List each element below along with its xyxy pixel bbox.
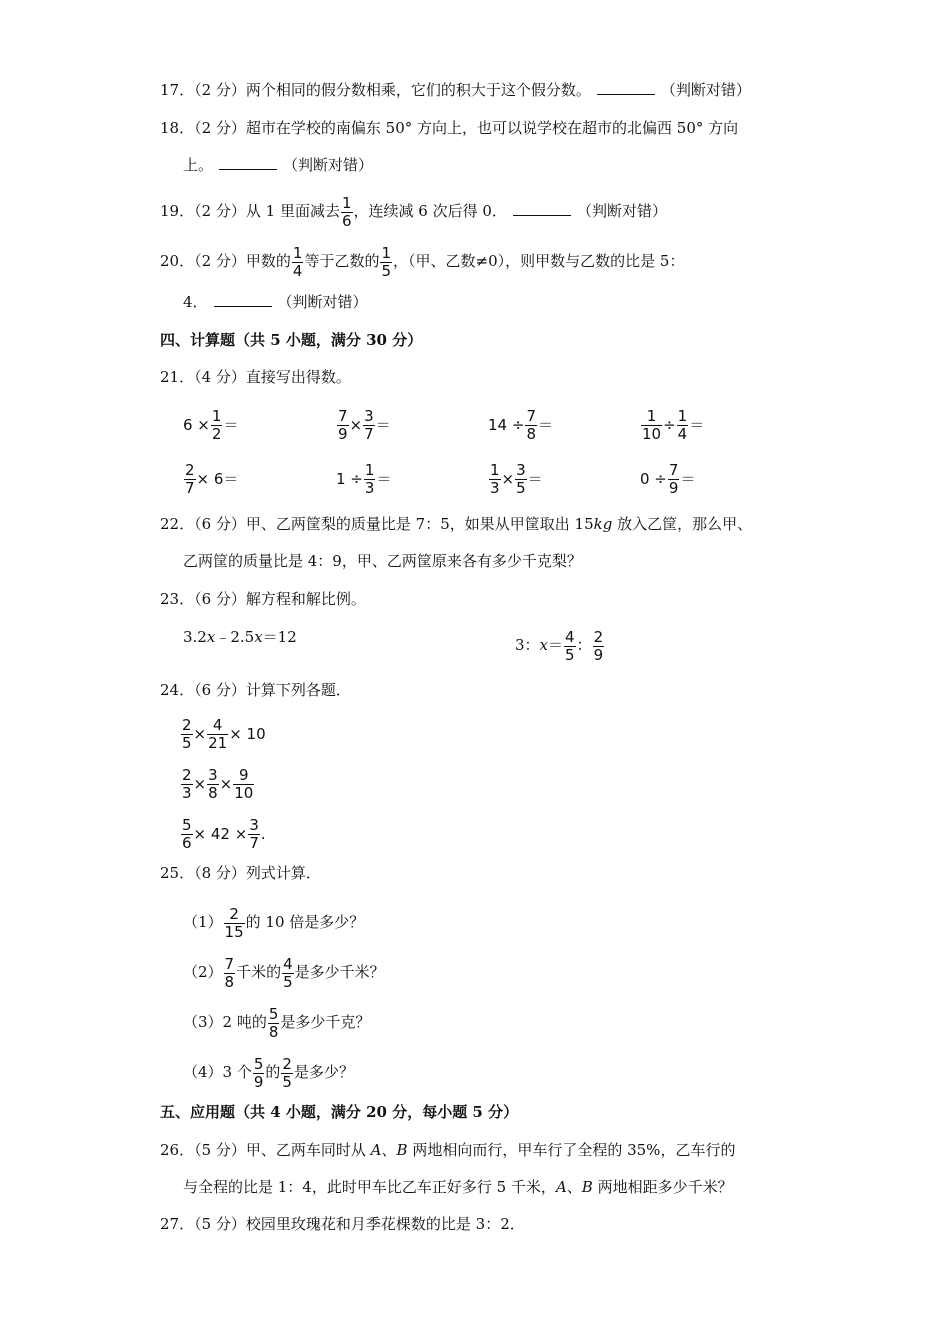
expr-1: 6 × $\frac{1}{2}$ ＝ <box>183 407 239 443</box>
q25-part-2: （2） $\frac{7}{8}$ 千米的 $\frac{4}{5}$ 是多少千米？ <box>183 954 385 991</box>
fraction: $\frac{5}{9}$ <box>253 1054 264 1091</box>
question-18 <box>160 118 738 138</box>
question-26: 26．（5 分）甲、乙两车同时从 A、B 两地相向而行，甲车行了全程的 35%，乙车行的 <box>160 1141 736 1159</box>
fraction: $\frac{2}{5}$ <box>282 1054 292 1091</box>
fraction: $\frac{7}{8}$ <box>224 954 235 991</box>
fraction: $\frac{4}{21}$ <box>208 716 228 752</box>
fraction: $\frac{5}{8}$ <box>268 1004 279 1041</box>
question-20-cont: 4． （判断对错） <box>183 293 368 311</box>
fraction: $\frac{9}{10}$ <box>234 766 254 802</box>
fraction: $\frac{3}{7}$ <box>364 407 374 443</box>
q18-line2: 上。 <box>183 156 214 174</box>
fraction: $\frac{1}{3}$ <box>364 461 375 497</box>
fraction: $\frac{1}{3}$ <box>490 461 500 497</box>
answer-blank[interactable] <box>214 292 272 307</box>
fraction: $\frac{3}{5}$ <box>516 461 526 497</box>
fraction: $\frac{1}{5}$ <box>381 243 392 280</box>
judge-hint: （判断对错） <box>283 156 374 174</box>
expr-3: 14 ÷ $\frac{7}{8}$ ＝ <box>488 407 553 443</box>
equation-1: 3.2x﹣2.5x＝12 <box>183 628 297 646</box>
fraction: $\frac{1}{2}$ <box>211 407 222 443</box>
fraction: $\frac{4}{5}$ <box>283 954 293 991</box>
question-19: 19．（2 分）从 1 里面减去 $\frac{1}{6}$ ，连续减 6 次后得 0． （判断对错） <box>160 193 667 230</box>
answer-blank[interactable] <box>597 80 655 95</box>
judge-hint: （判断对错） <box>576 202 667 220</box>
fraction: $\frac{2}{15}$ <box>224 904 244 941</box>
question-26-cont: 与全程的比是 1：4，此时甲车比乙车正好多行 5 千米，A、B 两地相距多少千米？ <box>183 1178 733 1196</box>
fraction: $\frac{7}{9}$ <box>668 461 679 497</box>
fraction: $\frac{2}{7}$ <box>185 461 195 497</box>
expr-5: $\frac{2}{7}$ × 6＝ <box>185 461 239 497</box>
fraction: $\frac{2}{9}$ <box>593 627 604 664</box>
calc-row-2: $\frac{2}{3}$ × $\frac{3}{8}$ × $\frac{9}{10}$ <box>182 766 254 802</box>
judge-hint: （判断对错） <box>277 293 368 311</box>
judge-hint: （判断对错） <box>660 81 751 99</box>
fraction: $\frac{1}{10}$ <box>642 407 662 443</box>
question-22: 22．（6 分）甲、乙两筐梨的质量比是 7：5，如果从甲筐取出 15kg 放入乙筐，那么甲、 <box>160 515 753 533</box>
fraction: $\frac{1}{6}$ <box>341 193 352 230</box>
fraction: $\frac{5}{6}$ <box>182 816 192 852</box>
fraction: $\frac{7}{8}$ <box>526 407 536 443</box>
expr-6: 1 ÷ $\frac{1}{3}$ ＝ <box>336 461 392 497</box>
q18-line1: 18．（2 分）超市在学校的南偏东 50° 方向上，也可以说学校在超市的北偏西 50° 方向 <box>160 119 739 137</box>
fraction: $\frac{4}{5}$ <box>565 627 575 664</box>
expr-2: $\frac{7}{9}$ × $\frac{3}{7}$ ＝ <box>338 407 391 443</box>
section-heading-4: 四、计算题（共 5 小题，满分 30 分） <box>160 331 423 349</box>
question-17 <box>160 80 751 100</box>
q17-text: 17．（2 分）两个相同的假分数相乘，它们的积大于这个假分数。 <box>160 81 591 99</box>
question-20: 20．（2 分）甲数的 $\frac{1}{4}$ 等于乙数的 $\frac{1}{5}$ ，（甲、乙数≠0），则甲数与乙数的比是 5： <box>160 243 685 280</box>
question-24: 24．（6 分）计算下列各题． <box>160 681 351 699</box>
question-23: 23．（6 分）解方程和解比例。 <box>160 590 366 608</box>
calc-row-3: $\frac{5}{6}$ × 42 × $\frac{3}{7}$ . <box>182 816 266 852</box>
fraction: $\frac{2}{3}$ <box>182 766 192 802</box>
q25-part-4: （4）3 个 $\frac{5}{9}$ 的 $\frac{2}{5}$ 是多少？ <box>183 1054 354 1091</box>
question-18-cont <box>183 155 373 175</box>
proportion-equation: 3：x＝ $\frac{4}{5}$ ： $\frac{2}{9}$ <box>515 627 604 664</box>
expr-4: $\frac{1}{10}$ ÷ $\frac{1}{4}$ ＝ <box>642 407 705 443</box>
answer-blank[interactable] <box>513 201 571 216</box>
fraction: $\frac{1}{4}$ <box>292 243 303 280</box>
answer-blank[interactable] <box>219 155 277 170</box>
section-heading-5: 五、应用题（共 4 小题，满分 20 分，每小题 5 分） <box>160 1103 519 1121</box>
fraction: $\frac{3}{7}$ <box>249 816 259 852</box>
fraction: $\frac{2}{5}$ <box>182 716 192 752</box>
calc-row-1: $\frac{2}{5}$ × $\frac{4}{21}$ × 10 <box>182 716 266 752</box>
fraction: $\frac{3}{8}$ <box>208 766 218 802</box>
question-22-cont: 乙两筐的质量比是 4：9，甲、乙两筐原来各有多少千克梨？ <box>183 552 582 570</box>
q25-part-3: （3）2 吨的 $\frac{5}{8}$ 是多少千克？ <box>183 1004 371 1041</box>
question-25: 25．（8 分）列式计算． <box>160 864 321 882</box>
question-27: 27．（5 分）校园里玫瑰花和月季花棵数的比是 3：2． <box>160 1215 525 1233</box>
fraction: $\frac{7}{9}$ <box>338 407 348 443</box>
question-21: 21．（4 分）直接写出得数。 <box>160 368 351 386</box>
q25-part-1: （1） $\frac{2}{15}$ 的 10 倍是多少？ <box>183 904 365 941</box>
fraction: $\frac{1}{4}$ <box>677 407 688 443</box>
expr-8: 0 ÷ $\frac{7}{9}$ ＝ <box>640 461 696 497</box>
expr-7: $\frac{1}{3}$ × $\frac{3}{5}$ ＝ <box>490 461 543 497</box>
